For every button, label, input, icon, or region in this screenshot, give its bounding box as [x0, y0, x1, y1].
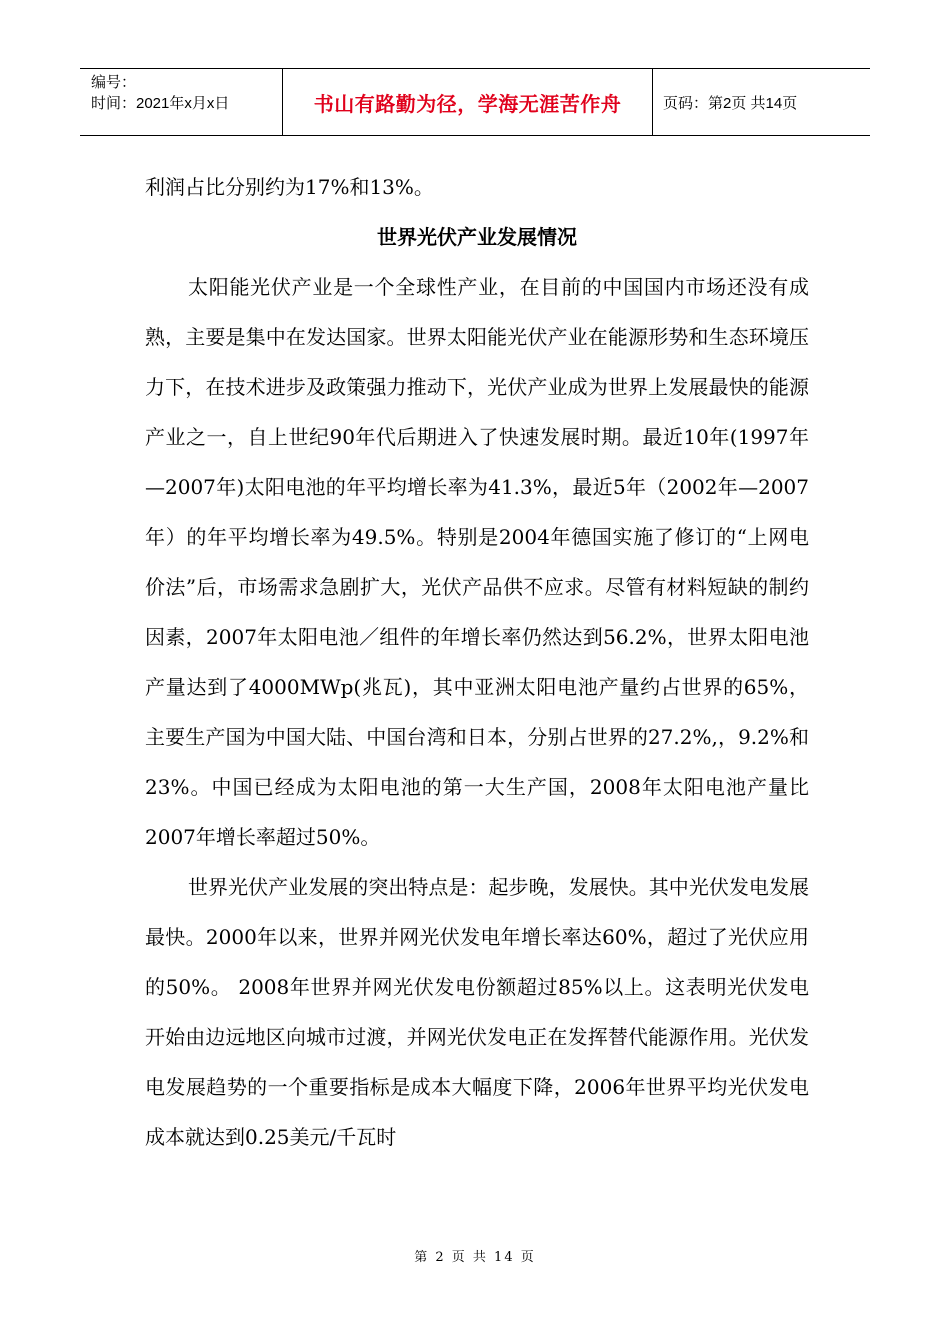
document-body: [145, 162, 809, 1162]
paragraph-industry-features: 世界光伏产业发展的突出特点是：起步晚，发展快。其中光伏发电发展最快。2000年以来，世界并网光伏发电年增长率达60%，超过了光伏应用的50%。 2008年世界并网光伏发电份额超过85%以上。这表明光伏发电开始由边远地区向城市过渡，并网光伏发电正在发挥替代能源作用。光伏发电发展趋势的一个重要指标是成本大幅度下降，2006年世界平均光伏发电成本就达到0.25美元/千瓦时: [145, 875, 809, 1149]
paragraph-industry-overview: 太阳能光伏产业是一个全球性产业，在目前的中国国内市场还没有成熟，主要是集中在发达国家。世界太阳能光伏产业在能源形势和生态环境压力下，在技术进步及政策强力推动下，光伏产业成为世界上发展最快的能源产业之一，自上世纪90年代后期进入了快速发展时期。最近10年(1997年—2007年)太阳电池的年平均增长率为41.3%，最近5年（2002年—2007年）的年平均增长率为49.5%。特别是2004年德国实施了修订的“上网电价法”后，市场需求急剧扩大，光伏产品供不应求。尽管有材料短缺的制约因素，2007年太阳电池／组件的年增长率仍然达到56.2%，世界太阳电池产量达到了4000MWp(兆瓦)，其中亚洲太阳电池产量约占世界的65%，主要生产国为中国大陆、中国台湾和日本，分别占世界的27.2%,，9.2%和23%。中国已经成为太阳电池的第一大生产国，2008年太阳电池产量比2007年增长率超过50%。: [145, 275, 809, 849]
section-title: 世界光伏产业发展情况: [377, 225, 577, 249]
paragraph-continued: 利润占比分别约为17%和13%。: [145, 175, 434, 199]
document-number-label: 编号：: [91, 74, 137, 91]
header-page-cell: [653, 69, 870, 135]
page-footer: 第 2 页 共 14 页: [414, 1250, 536, 1265]
header-page-label: 页码：第2页 共14页: [663, 94, 798, 112]
document-header: [80, 68, 870, 136]
header-motto-cell: [283, 69, 653, 135]
header-meta-cell: [80, 69, 283, 135]
document-date-label: 时间：2021年x月x日: [91, 95, 230, 112]
header-motto: 书山有路勤为径，学海无涯苦作舟: [313, 91, 622, 116]
